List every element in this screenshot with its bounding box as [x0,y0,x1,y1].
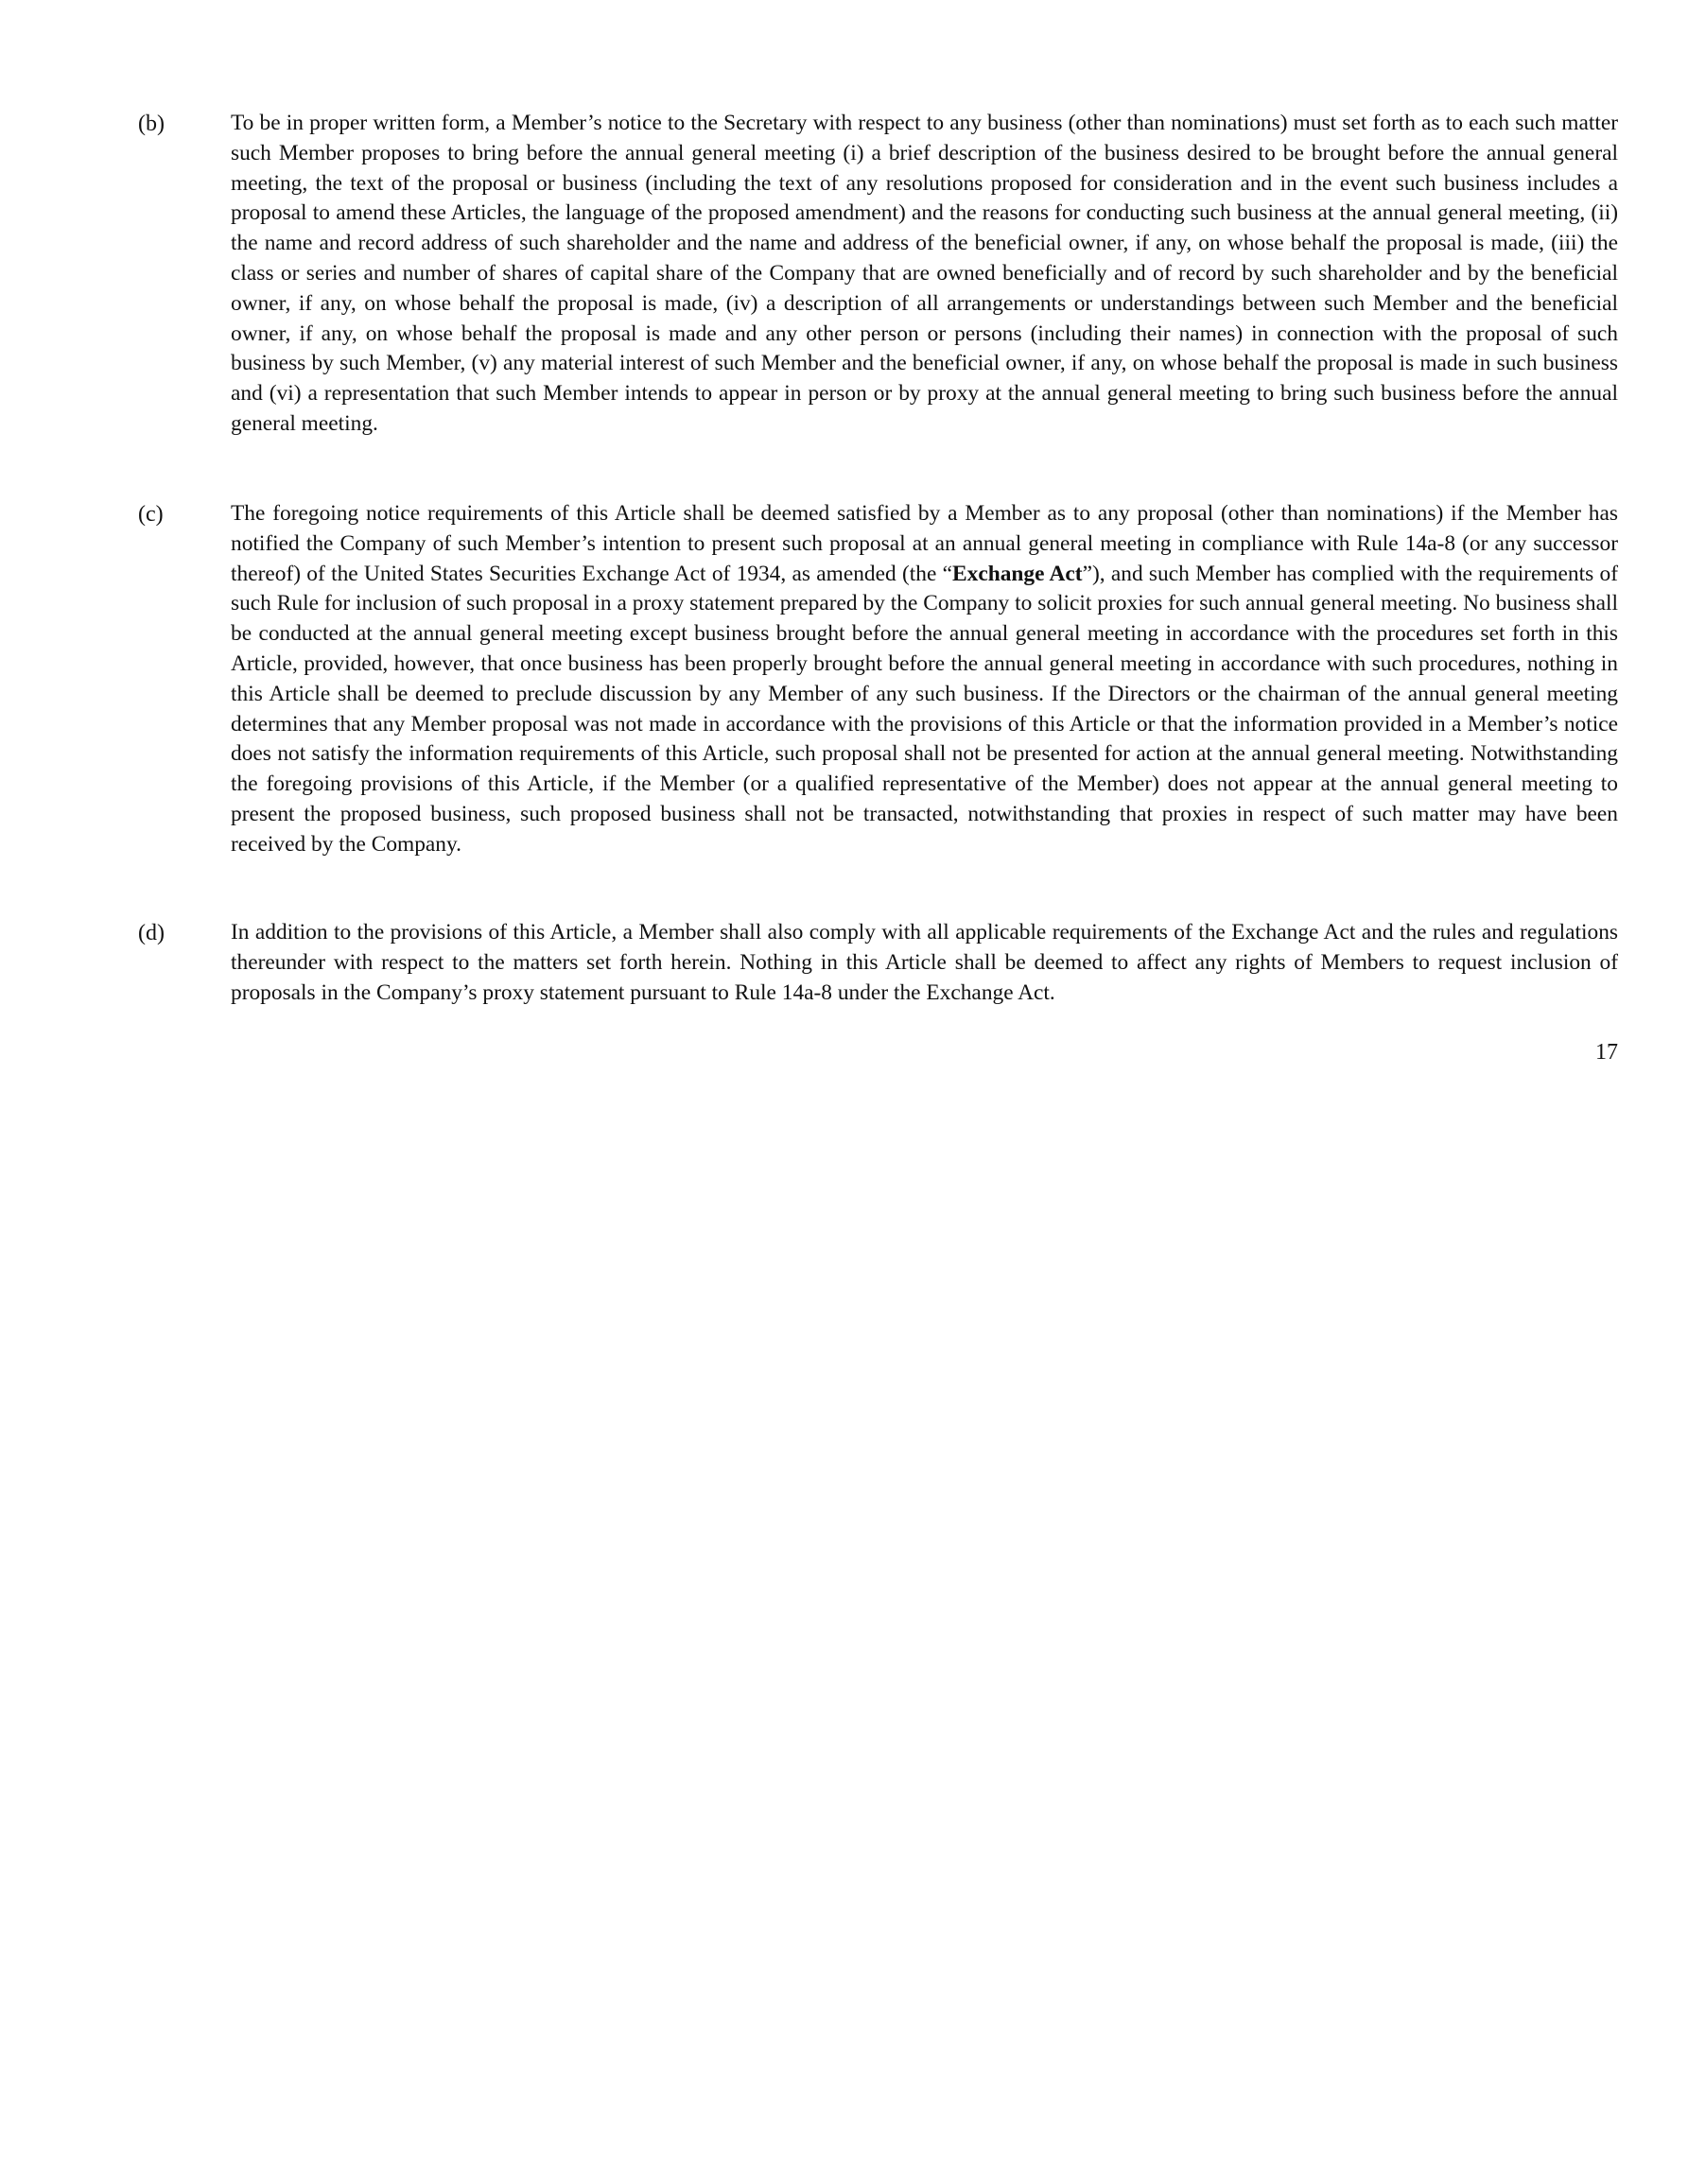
defined-term: Exchange Act [952,561,1083,586]
clause-label: (b) [138,112,165,136]
page-number: 17 [1595,1040,1618,1065]
clause-text [231,499,1618,860]
clause-text: In addition to the provisions of this Article, a Member shall also comply with all applicable requirements of the Exchange Act and the rules and regulations thereunder with respect to the matters set forth herein. Nothing in this Article shall be deemed to affect any rights of Members to request inclusion of proposals in the Company’s proxy statement pursuant to Rule 14a-8 under the Exchange Act. [231,920,1618,1005]
clause-text: To be in proper written form, a Member’s notice to the Secretary with respect to any business (other than nominations) must set forth as to each such matter such Member proposes to bring before the annual general meeting (i) a brief description of the business desired to be brought before the annual general meeting, the text of the proposal or business (including the text of any resolutions proposed for consideration and in the event such business includes a proposal to amend these Articles, the language of the proposed amendment) and the reasons for conducting such business at the annual general meeting, (ii) the name and record address of such shareholder and the name and address of the beneficial owner, if any, on whose behalf the proposal is made, (iii) the class or series and number of shares of capital share of the Company that are owned beneficially and of record by such shareholder and by the beneficial owner, if any, on whose behalf the proposal is made, (iv) a description of all arrangements or understandings between such Member and the beneficial owner, if any, on whose behalf the proposal is made and any other person or persons (including their names) in connection with the proposal of such business by such Member, (v) any material interest of such Member and the beneficial owner, if any, on whose behalf the proposal is made in such business and (vi) a representation that such Member intends to appear in person or by proxy at the annual general meeting to bring such business before the annual general meeting. [231,111,1618,436]
clause-text-part: ”), and such Member has complied with the requirements of such Rule for inclusion of such proposal in a proxy statement prepared by the Company to solicit proxies for such annual general meeting. No business shall be conducted at the annual general meeting except business brought before the annual general meeting in accordance with the procedures set forth in this Article, provided, however, that once business has been properly brought before the annual general meeting in accordance with such procedures, nothing in this Article shall be deemed to preclude discussion by any Member of any such business. If the Directors or the chairman of the annual general meeting determines that any Member proposal was not made in accordance with the provisions of this Article or that the information provided in a Member’s notice does not satisfy the information requirements of this Article, such proposal shall not be presented for action at the annual general meeting. Notwithstanding the foregoing provisions of this Article, if the Member (or a qualified representative of the Member) does not appear at the annual general meeting to present the proposed business, such proposed business shall not be transacted, notwithstanding that proxies in respect of such matter may have been received by the Company. [231,561,1618,857]
clause-label: (c) [138,502,164,527]
clause-text-part: The foregoing notice requirements of this Article shall be deemed satisfied by a Member as to any proposal (other than nominations) if the Member has notified the Company of such Member’s intention to present such proposal at an annual general meeting in compliance with Rule 14a-8 (or any successor thereof) of the United States Securities Exchange Act of 1934, as amended (the “ [231,501,1618,586]
clause-label: (d) [138,921,165,945]
